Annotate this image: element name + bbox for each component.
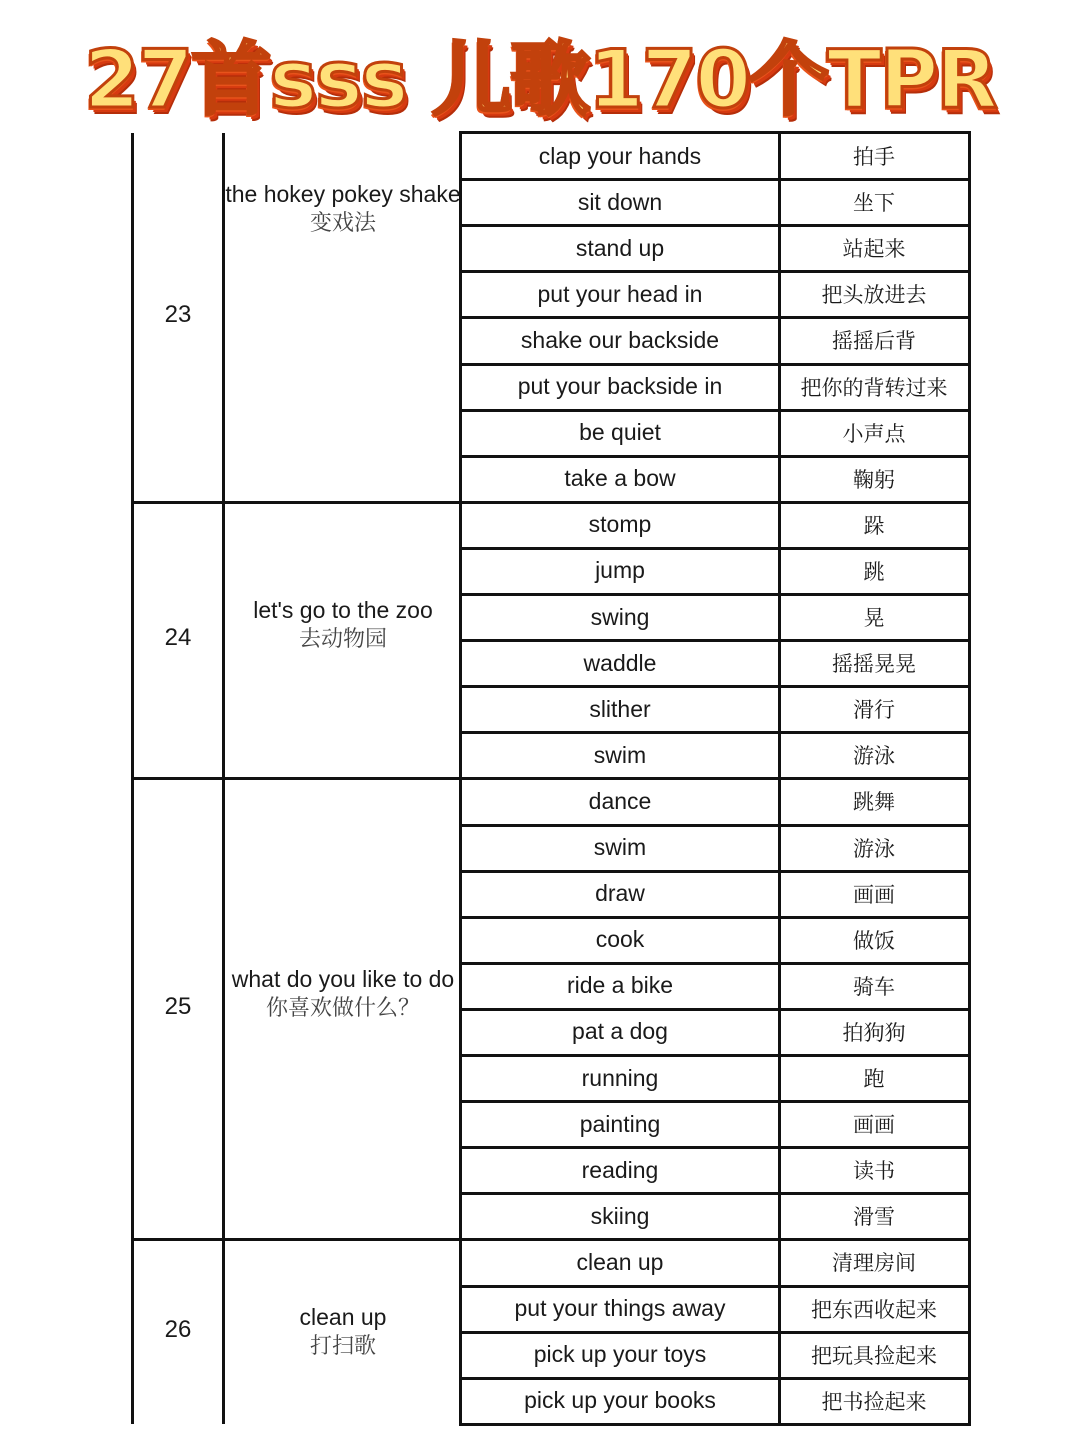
tpr-english: reading — [581, 1156, 659, 1183]
song-title — [225, 964, 461, 1024]
song-title-en: what do you like to do — [231, 965, 455, 992]
tpr-chinese: 摇摇后背 — [832, 329, 916, 354]
song-title-en: clean up — [299, 1303, 387, 1330]
tpr-chinese: 鞠躬 — [853, 467, 895, 492]
song-title-cn: 变戏法 — [309, 211, 376, 236]
tpr-chinese: 做饭 — [853, 928, 895, 953]
tpr-chinese: 坐下 — [853, 191, 895, 216]
song-title-cn: 去动物园 — [298, 627, 387, 653]
tpr-chinese: 游泳 — [853, 744, 895, 769]
tpr-chinese: 晃 — [863, 606, 885, 631]
tpr-chinese: 读书 — [853, 1159, 895, 1184]
page-title: 27首sss 儿歌170个TPR — [84, 33, 996, 126]
tpr-chinese: 跳 — [863, 559, 885, 584]
song-title-cn: 打扫歌 — [309, 1333, 376, 1359]
tpr-english: stomp — [588, 511, 652, 538]
tpr-chinese: 跳舞 — [853, 790, 895, 815]
tpr-chinese: 清理房间 — [832, 1251, 916, 1276]
tpr-english: ride a bike — [566, 972, 674, 999]
song-number: 25 — [164, 992, 192, 1020]
tpr-english: slither — [589, 695, 651, 722]
tpr-chinese: 拍狗狗 — [842, 1020, 906, 1045]
tpr-chinese: 把书捡起来 — [821, 1389, 927, 1414]
tpr-english: painting — [579, 1110, 661, 1137]
tpr-chinese: 滑行 — [853, 698, 895, 723]
song-title — [225, 1302, 461, 1362]
tpr-english: swing — [590, 603, 650, 630]
song-number: 24 — [164, 624, 192, 652]
tpr-english: put your head in — [537, 280, 703, 307]
song-title-en: let's go to the zoo — [253, 597, 433, 624]
tpr-english: swim — [593, 834, 647, 861]
tpr-english: put your backside in — [517, 373, 723, 400]
tpr-english: be quiet — [579, 419, 661, 446]
tpr-english: clean up — [576, 1248, 664, 1275]
tpr-english: draw — [595, 880, 645, 907]
tpr-english: put your things away — [514, 1295, 726, 1322]
tpr-chinese: 游泳 — [853, 836, 895, 861]
song-title — [225, 179, 461, 239]
tpr-english: swim — [593, 741, 647, 768]
tpr-chinese: 把头放进去 — [821, 283, 927, 308]
tpr-chinese: 小声点 — [842, 421, 906, 446]
tpr-chinese: 画画 — [853, 882, 895, 907]
tpr-english: shake our backside — [520, 326, 720, 353]
tpr-english: clap your hands — [538, 142, 702, 169]
tpr-chinese: 把东西收起来 — [811, 1297, 937, 1322]
tpr-english: dance — [588, 787, 652, 814]
tpr-chinese: 跺 — [863, 513, 885, 538]
tpr-chinese: 站起来 — [842, 237, 906, 262]
tpr-english: running — [581, 1064, 659, 1091]
tpr-english: take a bow — [564, 465, 676, 492]
tpr-chinese: 拍手 — [853, 145, 895, 170]
tpr-english: pick up your books — [524, 1387, 716, 1414]
tpr-chinese: 跑 — [863, 1067, 885, 1092]
song-number: 26 — [164, 1315, 192, 1343]
row-border — [459, 1423, 971, 1426]
song-title-en: the hokey pokey shake — [225, 181, 461, 207]
song-number: 23 — [164, 301, 192, 329]
tpr-chinese: 摇摇晃晃 — [832, 652, 916, 677]
tpr-english: sit down — [577, 188, 663, 215]
tpr-chinese: 把你的背转过来 — [800, 375, 948, 400]
tpr-english: cook — [595, 926, 645, 953]
tpr-chinese: 把玩具捡起来 — [811, 1343, 937, 1368]
song-title — [225, 595, 461, 655]
tpr-english: jump — [595, 557, 645, 584]
tpr-english: stand up — [575, 234, 665, 261]
tpr-english: pat a dog — [572, 1018, 668, 1045]
tpr-chinese: 画画 — [853, 1113, 895, 1138]
tpr-english: waddle — [583, 649, 657, 676]
tpr-chinese: 滑雪 — [853, 1205, 895, 1230]
tpr-chinese: 骑车 — [853, 974, 895, 999]
song-title-cn: 你喜欢做什么？ — [265, 995, 420, 1021]
tpr-english: skiing — [590, 1202, 650, 1229]
tpr-english: pick up your toys — [533, 1341, 707, 1368]
